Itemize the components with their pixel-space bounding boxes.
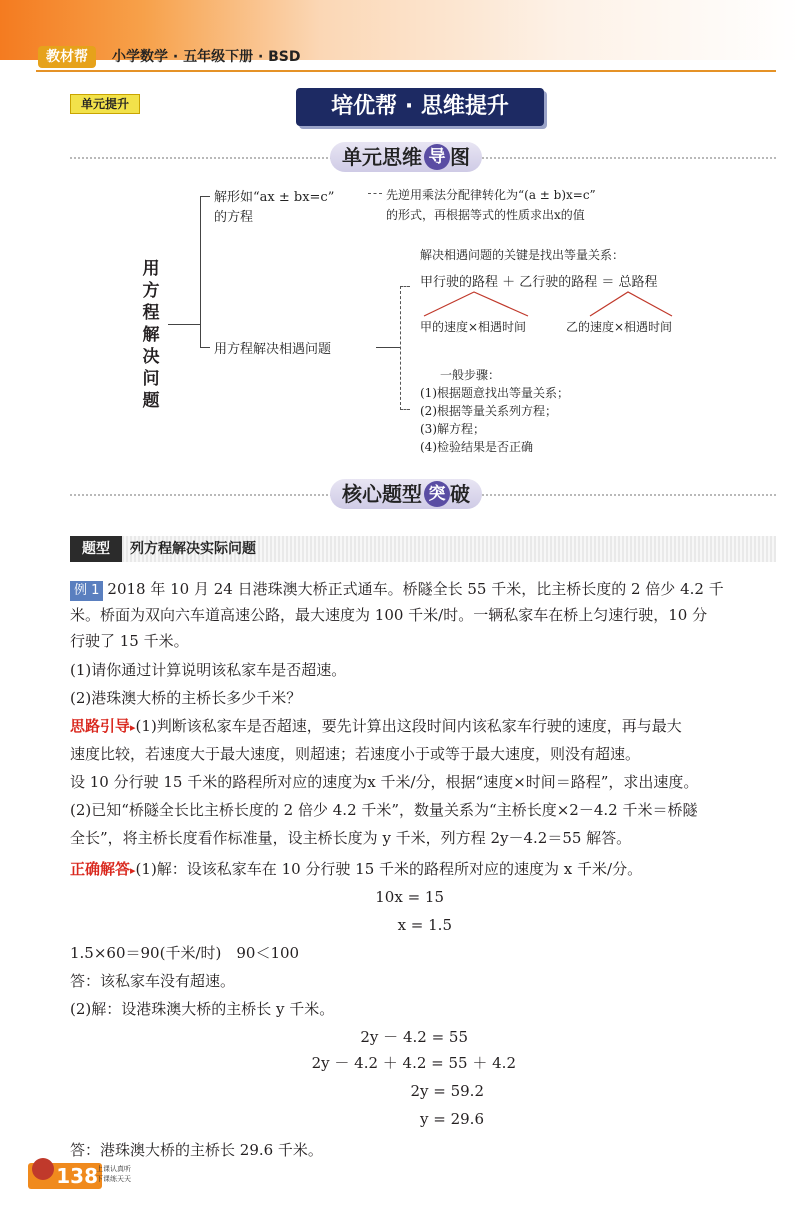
connector (400, 409, 410, 410)
guide-line: 全长”，将主桥长度看作标准量，设主桥长度为 y 千米，列方程 2y－4.2＝55 解答。 (70, 829, 632, 847)
unit-badge: 单元提升 (70, 94, 140, 114)
product-a: 甲的速度×相遇时间 (420, 320, 527, 334)
step-item: (2)根据等量关系列方程； (420, 404, 557, 418)
guide-text: (1)判断该私家车是否超速，要先计算出这段时间内该私家车行驶的速度，再与最大 (135, 717, 682, 735)
topic-title: 列方程解决实际问题 (130, 541, 256, 557)
answer-text: (1)解：设该私家车在 10 分行驶 15 千米的路程所对应的速度为 x 千米/分。 (135, 860, 643, 878)
page-note-line: 下课练天天 (96, 1175, 131, 1183)
equation: 10x = 15 (375, 888, 444, 906)
connector (400, 286, 410, 287)
section-badge: 导 (424, 144, 450, 170)
step-item: (1)根据题意找出等量关系； (420, 386, 569, 400)
equation-relation: 甲行驶的路程 ＋ 乙行驶的路程 ＝ 总路程 (420, 275, 658, 290)
answer-label: 正确解答 (70, 860, 131, 878)
root-char: 解 (142, 325, 160, 345)
example-tag: 例 1 (70, 581, 103, 601)
branch1-label: 解形如“ax ± bx=c” (214, 190, 335, 205)
branch1-label: 的方程 (214, 210, 254, 225)
step-item: (3)解方程； (420, 422, 485, 436)
section-title-text: 核心题型 (342, 482, 422, 506)
branch1-desc: 的形式，再根据等式的性质求出x的值 (386, 208, 585, 222)
question-1: (1)请你通过计算说明该私家车是否超速。 (70, 661, 347, 679)
connector (200, 347, 210, 348)
question-2: (2)港珠澳大桥的主桥长多少千米？ (70, 689, 302, 707)
guide-label: 思路引导 (70, 717, 131, 735)
answer-line: (2)解：设港珠澳大桥的主桥长 y 千米。 (70, 1000, 335, 1018)
unit-banner: 培优帮 · 思维提升 (296, 88, 544, 126)
example-line: 行驶了 15 千米。 (70, 632, 189, 650)
section-title-suffix: 图 (450, 145, 470, 169)
arrow-icon: ▸ (130, 864, 136, 877)
guide-line: 设 10 分行驶 15 千米的路程所对应的速度为x 千米/分，根据“速度×时间＝路程”，求出速度。 (70, 773, 699, 791)
page-note (96, 1164, 131, 1184)
answer-2: 答：港珠澳大桥的主桥长 29.6 千米。 (70, 1141, 323, 1159)
connector (200, 196, 201, 348)
equation: x = 1.5 (397, 916, 452, 934)
guide-line: (2)已知“桥隧全长比主桥长度的 2 倍少 4.2 千米”，数量关系为“主桥长度×2－4.2 千米＝桥隧 (70, 801, 698, 819)
relation-arrows (410, 288, 710, 318)
connector (368, 193, 382, 194)
example-text: 2018 年 10 月 24 日港珠澳大桥正式通车。桥隧全长 55 千米，比主桥长度的 2 倍少 4.2 千 (107, 580, 724, 598)
equation: 2y = 59.2 (410, 1082, 484, 1100)
connector (400, 286, 401, 410)
connector (200, 196, 210, 197)
branch1-desc: 先逆用乘法分配律转化为“(a ± b)x=c” (386, 188, 596, 202)
root-char: 程 (142, 303, 160, 323)
root-char: 用 (142, 259, 160, 279)
mindmap-root (140, 258, 162, 412)
connector (168, 324, 200, 325)
section-title-text: 单元思维 (342, 145, 422, 169)
page-number: 138 (28, 1163, 102, 1189)
root-char: 题 (142, 391, 160, 411)
calc-line: 1.5×60＝90(千米/时) 90＜100 (70, 944, 300, 962)
section-title-suffix: 破 (450, 482, 470, 506)
answer-line (70, 858, 642, 882)
equation: 2y － 4.2 ＋ 4.2 = 55 ＋ 4.2 (311, 1054, 516, 1072)
example-line: 米。桥面为双向六车道高速公路，最大速度为 100 千米/时。一辆私家车在桥上匀速行驶，10 分 (70, 606, 708, 624)
key-relation: 解决相遇问题的关键是找出等量关系： (420, 248, 625, 262)
section-title-core (330, 479, 482, 509)
section-title-mindmap (330, 142, 482, 172)
header-rule (36, 70, 776, 72)
step-item: (4)检验结果是否正确 (420, 440, 533, 454)
topic-tag: 题型 (70, 536, 122, 562)
root-char: 决 (142, 347, 160, 367)
equation: 2y － 4.2 = 55 (360, 1028, 468, 1046)
section-badge: 突 (424, 481, 450, 507)
product-b: 乙的速度×相遇时间 (566, 320, 673, 334)
connector (376, 347, 400, 348)
example-line (70, 578, 724, 601)
root-char: 方 (142, 281, 160, 301)
arrow-icon: ▸ (130, 721, 136, 734)
page-note-line: 上课认真听 (96, 1165, 131, 1173)
equation: y = 29.6 (420, 1110, 484, 1128)
book-title: 小学数学 · 五年级下册 · BSD (112, 49, 301, 65)
guide-line: 速度比较，若速度大于最大速度，则超速；若速度小于或等于最大速度，则没有超速。 (70, 745, 641, 763)
root-char: 问 (142, 369, 160, 389)
steps-title: 一般步骤： (440, 368, 501, 382)
brand-badge: 教材帮 (38, 46, 96, 68)
guide-line (70, 715, 682, 739)
branch2-label: 用方程解决相遇问题 (214, 342, 332, 357)
mascot-icon (32, 1158, 54, 1180)
answer-1: 答：该私家车没有超速。 (70, 972, 236, 990)
